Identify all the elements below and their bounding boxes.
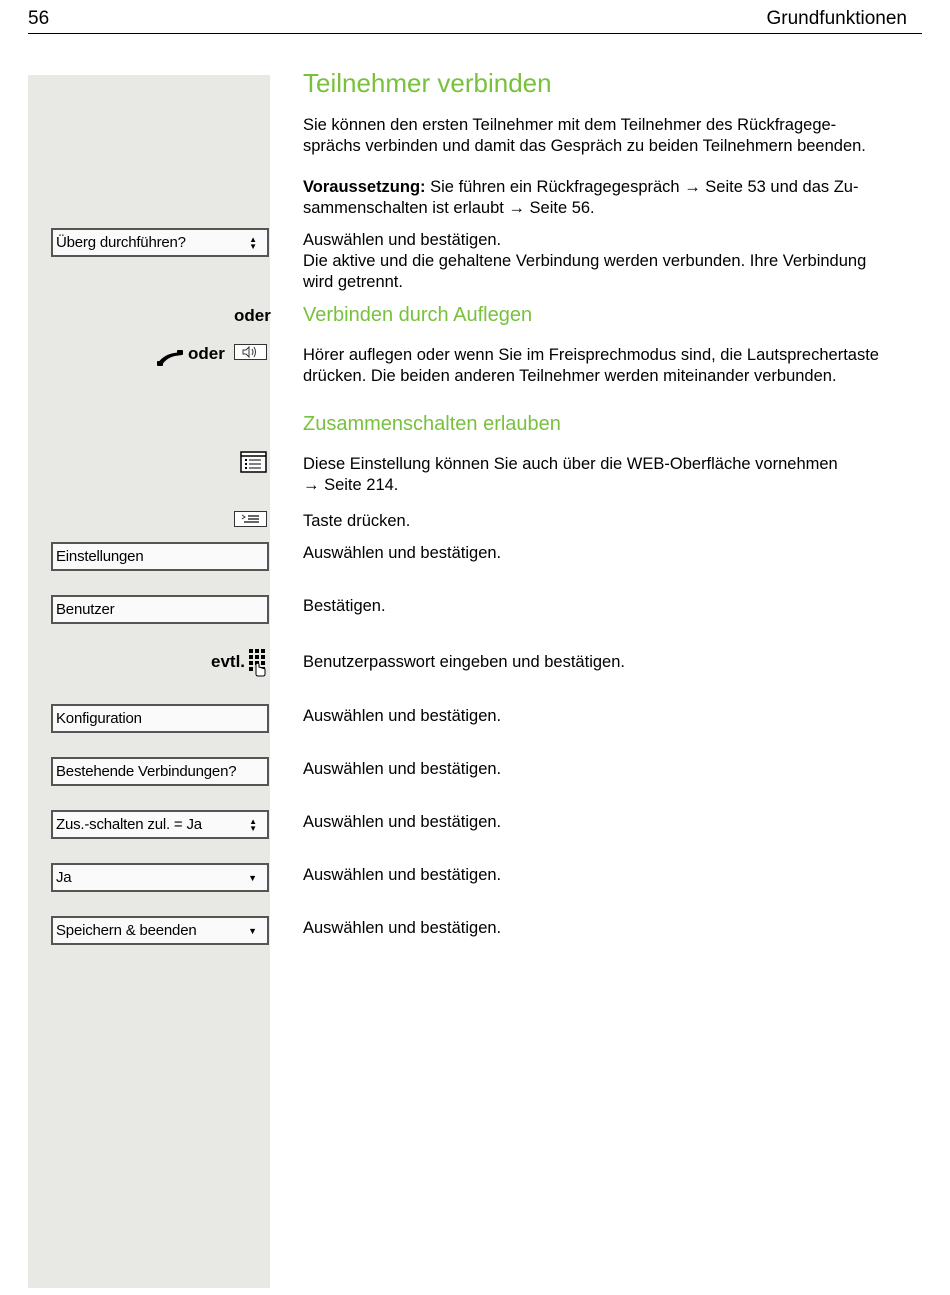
down-arrow-icon: ▼ <box>248 873 257 883</box>
display-benutzer[interactable] <box>51 595 269 624</box>
step-text: Benutzerpasswort eingeben und bestätigen. <box>303 653 625 671</box>
display-label: Einstellungen <box>56 548 144 565</box>
down-arrow-icon: ▼ <box>248 926 257 936</box>
keypad-icon[interactable] <box>247 647 269 677</box>
hangup-paragraph <box>303 345 923 387</box>
menu-key-icon[interactable] <box>234 511 267 527</box>
display-label: Speichern & beenden <box>56 922 197 939</box>
step-text: Auswählen und bestätigen. <box>303 707 502 725</box>
chapter-title: Grundfunktionen <box>766 8 907 29</box>
key-press-text: Taste drücken. <box>303 512 411 530</box>
text-line: drücken. Die beiden anderen Teilnehmer werden miteinander verbunden. <box>303 367 837 385</box>
display-speichern[interactable] <box>51 916 269 945</box>
prerequisite-label: Voraussetzung: <box>303 178 426 196</box>
display-label: Benutzer <box>56 601 115 618</box>
evtl-label: evtl. <box>211 652 246 671</box>
text-line: Sie können den ersten Teilnehmer mit dem Teilnehmer des Rückfragege- <box>303 116 837 134</box>
display-label: Konfiguration <box>56 710 142 727</box>
text-line: Auswählen und bestätigen. <box>303 231 502 249</box>
header-rule <box>28 33 922 34</box>
display-label: Überg durchführen? <box>56 234 186 251</box>
text-line: wird getrennt. <box>303 273 403 291</box>
intro-paragraph <box>303 115 923 157</box>
web-paragraph <box>303 454 923 496</box>
step-select-paragraph <box>303 230 923 293</box>
text-line: → Seite 214. <box>303 476 399 494</box>
text-line: sammenschalten ist erlaubt → Seite 56. <box>303 199 595 217</box>
display-label: Zus.-schalten zul. = Ja <box>56 816 202 833</box>
handset-onhook-icon <box>156 345 184 367</box>
text-line: Diese Einstellung können Sie auch über die WEB-Oberfläche vornehmen <box>303 455 838 473</box>
step-text: Bestätigen. <box>303 597 386 615</box>
step-text: Auswählen und bestätigen. <box>303 760 502 778</box>
up-down-arrow-icon: ▲ ▼ <box>249 235 257 251</box>
loudspeaker-key-icon[interactable] <box>234 344 267 360</box>
display-uebergabe[interactable] <box>51 228 269 257</box>
up-down-arrow-icon: ▲ ▼ <box>249 817 257 833</box>
display-einstellungen[interactable] <box>51 542 269 571</box>
section-title-teilnehmer-verbinden: Teilnehmer verbinden <box>303 68 552 98</box>
display-konfiguration[interactable] <box>51 704 269 733</box>
display-label: Bestehende Verbindungen? <box>56 763 237 780</box>
display-ja[interactable] <box>51 863 269 892</box>
section-title-zusammenschalten: Zusammenschalten erlauben <box>303 413 561 435</box>
hangup-oder-label: oder <box>188 344 225 363</box>
oder-label: oder <box>234 306 271 325</box>
display-bestehende-verbindungen[interactable] <box>51 757 269 786</box>
step-text: Auswählen und bestätigen. <box>303 813 502 831</box>
text-line: Die aktive und die gehaltene Verbindung werden verbunden. Ihre Verbindung <box>303 252 867 270</box>
section-title-verbinden-auflegen: Verbinden durch Auflegen <box>303 304 533 326</box>
display-zus-schalten[interactable] <box>51 810 269 839</box>
prerequisite-paragraph <box>303 177 923 219</box>
step-text: Auswählen und bestätigen. <box>303 866 502 884</box>
text-line: sprächs verbinden und damit das Gespräch zu beiden Teilnehmern beenden. <box>303 137 866 155</box>
menu-list-icon <box>240 451 267 473</box>
text-line: Hörer auflegen oder wenn Sie im Freisprechmodus sind, die Lautsprechertaste <box>303 346 879 364</box>
text-line: Sie führen ein Rückfragegespräch → Seite 53 und das Zu- <box>425 178 859 196</box>
step-text: Auswählen und bestätigen. <box>303 544 502 562</box>
step-text: Auswählen und bestätigen. <box>303 919 502 937</box>
page-number: 56 <box>28 8 50 29</box>
display-label: Ja <box>56 869 72 886</box>
